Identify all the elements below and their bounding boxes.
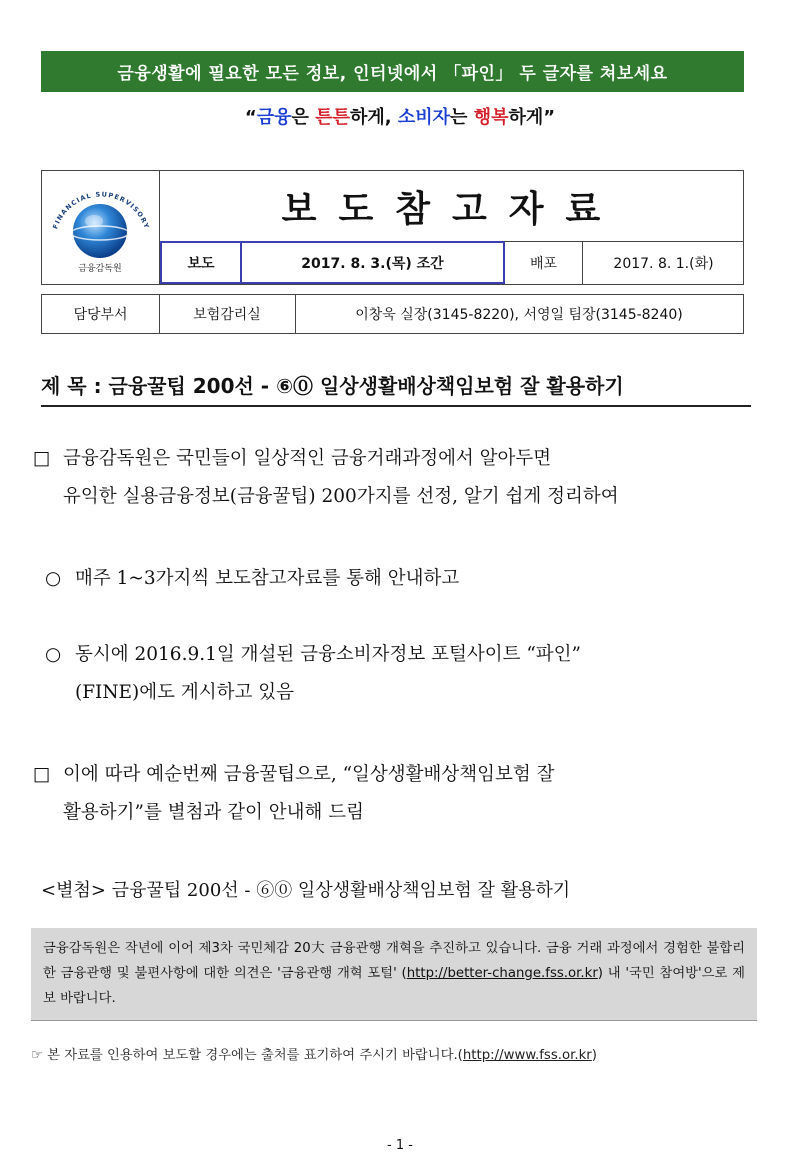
- circle-bullet: ○: [45, 568, 62, 589]
- attachment-line: <별첨> 금융꿀팁 200선 - ⑥⓪ 일상생활배상책임보험 잘 활용하기: [41, 880, 571, 901]
- logo-ring-text: FINANCIAL SUPERVISORY: [51, 190, 151, 231]
- notice-box: 금융감독원은 작년에 이어 제3차 국민체감 20大 금융관행 개혁을 추진하고 있습니다. 금융 거래 과정에서 경험한 불합리한 금융관행 및 불편사항에 대한 의견은 '금융관행 개혁 포털' (http://better-change.fss.or.kr) 내 '국민 참여방'으로 제보 바랍니다.: [31, 928, 757, 1021]
- paragraph-2: □ 이에 따라 예순번째 금융꿀팁으로, “일상생활배상책임보험 잘 활용하기”를 별첨과 같이 안내해 드림: [33, 756, 555, 832]
- fss-logo-icon: [42, 171, 159, 284]
- logo-name: 금융감독원: [78, 264, 122, 274]
- distribute-label: 배포: [505, 241, 583, 284]
- reform-portal-link[interactable]: http://better-change.fss.or.kr: [406, 966, 598, 981]
- document-title: 보도참고자료: [160, 171, 744, 242]
- department-row: [41, 294, 744, 334]
- bullet-2: ○ 동시에 2016.9.1일 개설된 금융소비자정보 포털사이트 “파인” (FINE)에도 게시하고 있음: [45, 636, 581, 712]
- department-label: 담당부서: [42, 295, 160, 333]
- press-header-table: [41, 170, 744, 285]
- square-bullet: □: [33, 764, 51, 785]
- square-bullet: □: [33, 448, 51, 469]
- release-date: 2017. 8. 3.(목) 조간: [242, 241, 505, 284]
- paragraph-1: □ 금융감독원은 국민들이 일상적인 금융거래과정에서 알아두면 유익한 실용금융정보(금융꿀팁) 200가지를 선정, 알기 쉽게 정리하여: [33, 440, 619, 516]
- pointing-hand-icon: ☞: [31, 1048, 43, 1063]
- top-banner: 금융생활에 필요한 모든 정보, 인터넷에서 「파인」 두 글자를 쳐보세요: [41, 51, 744, 92]
- subject-heading: 제 목 : 금융꿀팁 200선 - ⑥⓪ 일상생활배상책임보험 잘 활용하기: [41, 374, 624, 398]
- distribute-date: 2017. 8. 1.(화): [613, 255, 714, 272]
- slogan: “금융은 튼튼하게, 소비자는 행복하게”: [244, 107, 556, 128]
- fss-logo: [42, 171, 160, 284]
- citation-note: ☞ 본 자료를 인용하여 보도할 경우에는 출처를 표기하여 주시기 바랍니다.(http://www.fss.or.kr): [31, 1048, 597, 1063]
- circle-bullet: ○: [45, 644, 62, 665]
- department-name: 보험감리실: [159, 295, 296, 333]
- bullet-1: ○ 매주 1~3가지씩 보도참고자료를 통해 안내하고: [45, 560, 459, 598]
- department-contacts: 이창욱 실장(3145-8220), 서영일 팀장(3145-8240): [355, 307, 683, 323]
- fss-website-link[interactable]: http://www.fss.or.kr: [462, 1048, 592, 1063]
- release-info-row: [160, 241, 744, 284]
- release-label: 보도: [160, 241, 242, 284]
- page-number: - 1 -: [387, 1138, 413, 1153]
- subject-underline: [41, 405, 751, 407]
